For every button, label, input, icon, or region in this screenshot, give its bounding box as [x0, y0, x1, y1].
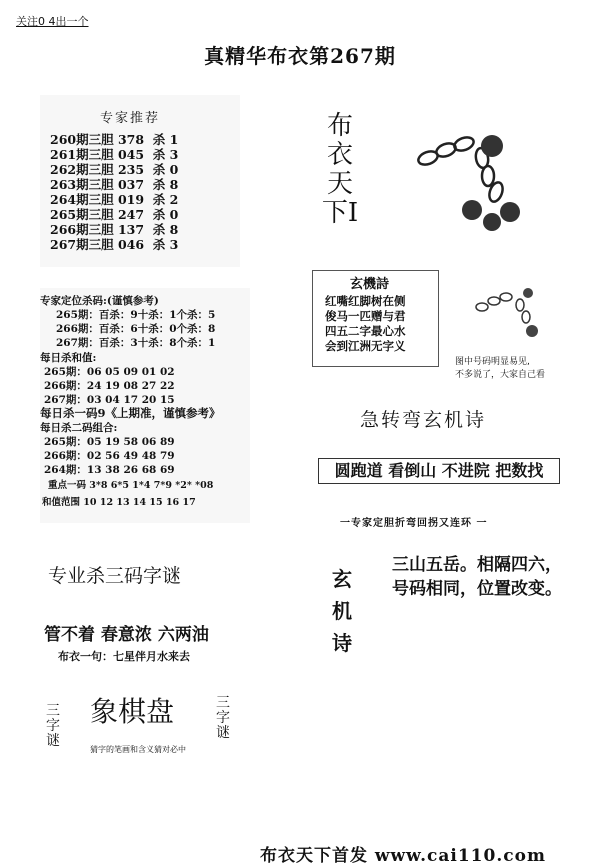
pick-row: 264期三胆 019 杀 2: [50, 192, 179, 207]
sum-heading: 每日杀和值:: [40, 352, 97, 364]
pick-row: 266期三胆 137 杀 8: [50, 222, 179, 237]
ball: [481, 135, 503, 157]
buyi-sentence: 布衣一句：七星伴月水来去: [58, 650, 190, 663]
ball: [462, 200, 482, 220]
one-code-line: 每日杀一码9《上期准，谨慎参考》: [40, 406, 221, 420]
pick-row: 261期三胆 045 杀 3: [50, 147, 179, 162]
mountain-poem-line: 三山五岳。相隔四六，: [392, 555, 562, 575]
sum-row: 266期：24 19 08 27 22: [44, 380, 175, 392]
top-note: 关注0 4出一个: [16, 15, 89, 28]
kill-row: 266期：百杀：6十杀：0个杀：8: [56, 323, 216, 335]
mountain-poem-line: 号码相同，位置改变。: [392, 579, 562, 599]
sum-row: 265期：06 05 09 01 02: [44, 366, 175, 378]
chain-ball-illustration: [410, 130, 530, 235]
footer-credit: 布衣天下首发 www.cai110.com: [260, 846, 546, 866]
focus-code-line: 重点一码 3*8 6*5 1*4 7*9 *2* *08: [48, 480, 214, 491]
kill-row: 265期：百杀：9十杀：1个杀：5: [56, 309, 216, 321]
pick-row: 265期三胆 247 杀 0: [50, 207, 179, 222]
chess-board-riddle: 象棋盘: [90, 695, 175, 728]
two-code-row: 265期：05 19 58 06 89: [44, 436, 175, 448]
pick-row: 262期三胆 235 杀 0: [50, 162, 179, 177]
pick-row: 267期三胆 046 杀 3: [50, 237, 179, 252]
pick-row: 260期三胆 378 杀 1: [50, 132, 179, 147]
chain-ball-small-illustration: [470, 285, 550, 340]
expert-locate-line: 一专家定胆折弯回拐又连环 一: [340, 518, 488, 529]
two-code-row: 264期：13 38 26 68 69: [44, 464, 175, 476]
kill-heading: 专家定位杀码:(谨慎参考): [40, 295, 159, 307]
riddle-heading: 专业杀三码字谜: [48, 565, 182, 587]
riddle-label-right: 三字谜: [216, 695, 230, 741]
poem-line: 四五二字最心水: [325, 324, 406, 338]
riddle-label-left: 三字谜: [46, 703, 60, 749]
poem-line: 红嘴红脚树在侧: [325, 294, 406, 308]
image-hint-line: 图中号码明显易见,: [455, 357, 530, 367]
xuanji-poem-title: 玄機詩: [350, 277, 390, 292]
poem-line: 会到江洲无字义: [325, 339, 406, 353]
riddle-note: 猜字的笔画和含义猜对必中: [90, 745, 186, 754]
xuanji-vertical-label: 玄机诗: [332, 567, 352, 655]
two-code-row: 266期：02 56 49 48 79: [44, 450, 175, 462]
sum-row: 267期：03 04 17 20 15: [44, 394, 175, 406]
buyi-tianxia-vertical: 布衣天下I: [321, 111, 359, 228]
ball: [500, 202, 520, 222]
pick-row: 263期三胆 037 杀 8: [50, 177, 179, 192]
poem-line: 俊马一匹赠与君: [325, 309, 406, 323]
kill-row: 267期：百杀：3十杀：8个杀：1: [56, 337, 216, 349]
expert-picks-title: 专家推荐: [100, 111, 161, 126]
riddle-line: 管不着 春意浓 六两油: [44, 625, 209, 645]
round-track-riddle: 圆跑道 看倒山 不进院 把数找: [318, 458, 560, 484]
image-hint-line: 不多说了，大家自己看: [455, 370, 546, 380]
ball: [523, 288, 533, 298]
ball: [483, 213, 501, 231]
urgent-poem-title: 急转弯玄机诗: [360, 409, 487, 431]
page-title: 真精华布衣第267期: [204, 44, 396, 68]
two-code-heading: 每日杀二码组合:: [40, 422, 118, 434]
sum-range-line: 和值范围 10 12 13 14 15 16 17: [42, 497, 196, 508]
ball: [526, 325, 538, 337]
